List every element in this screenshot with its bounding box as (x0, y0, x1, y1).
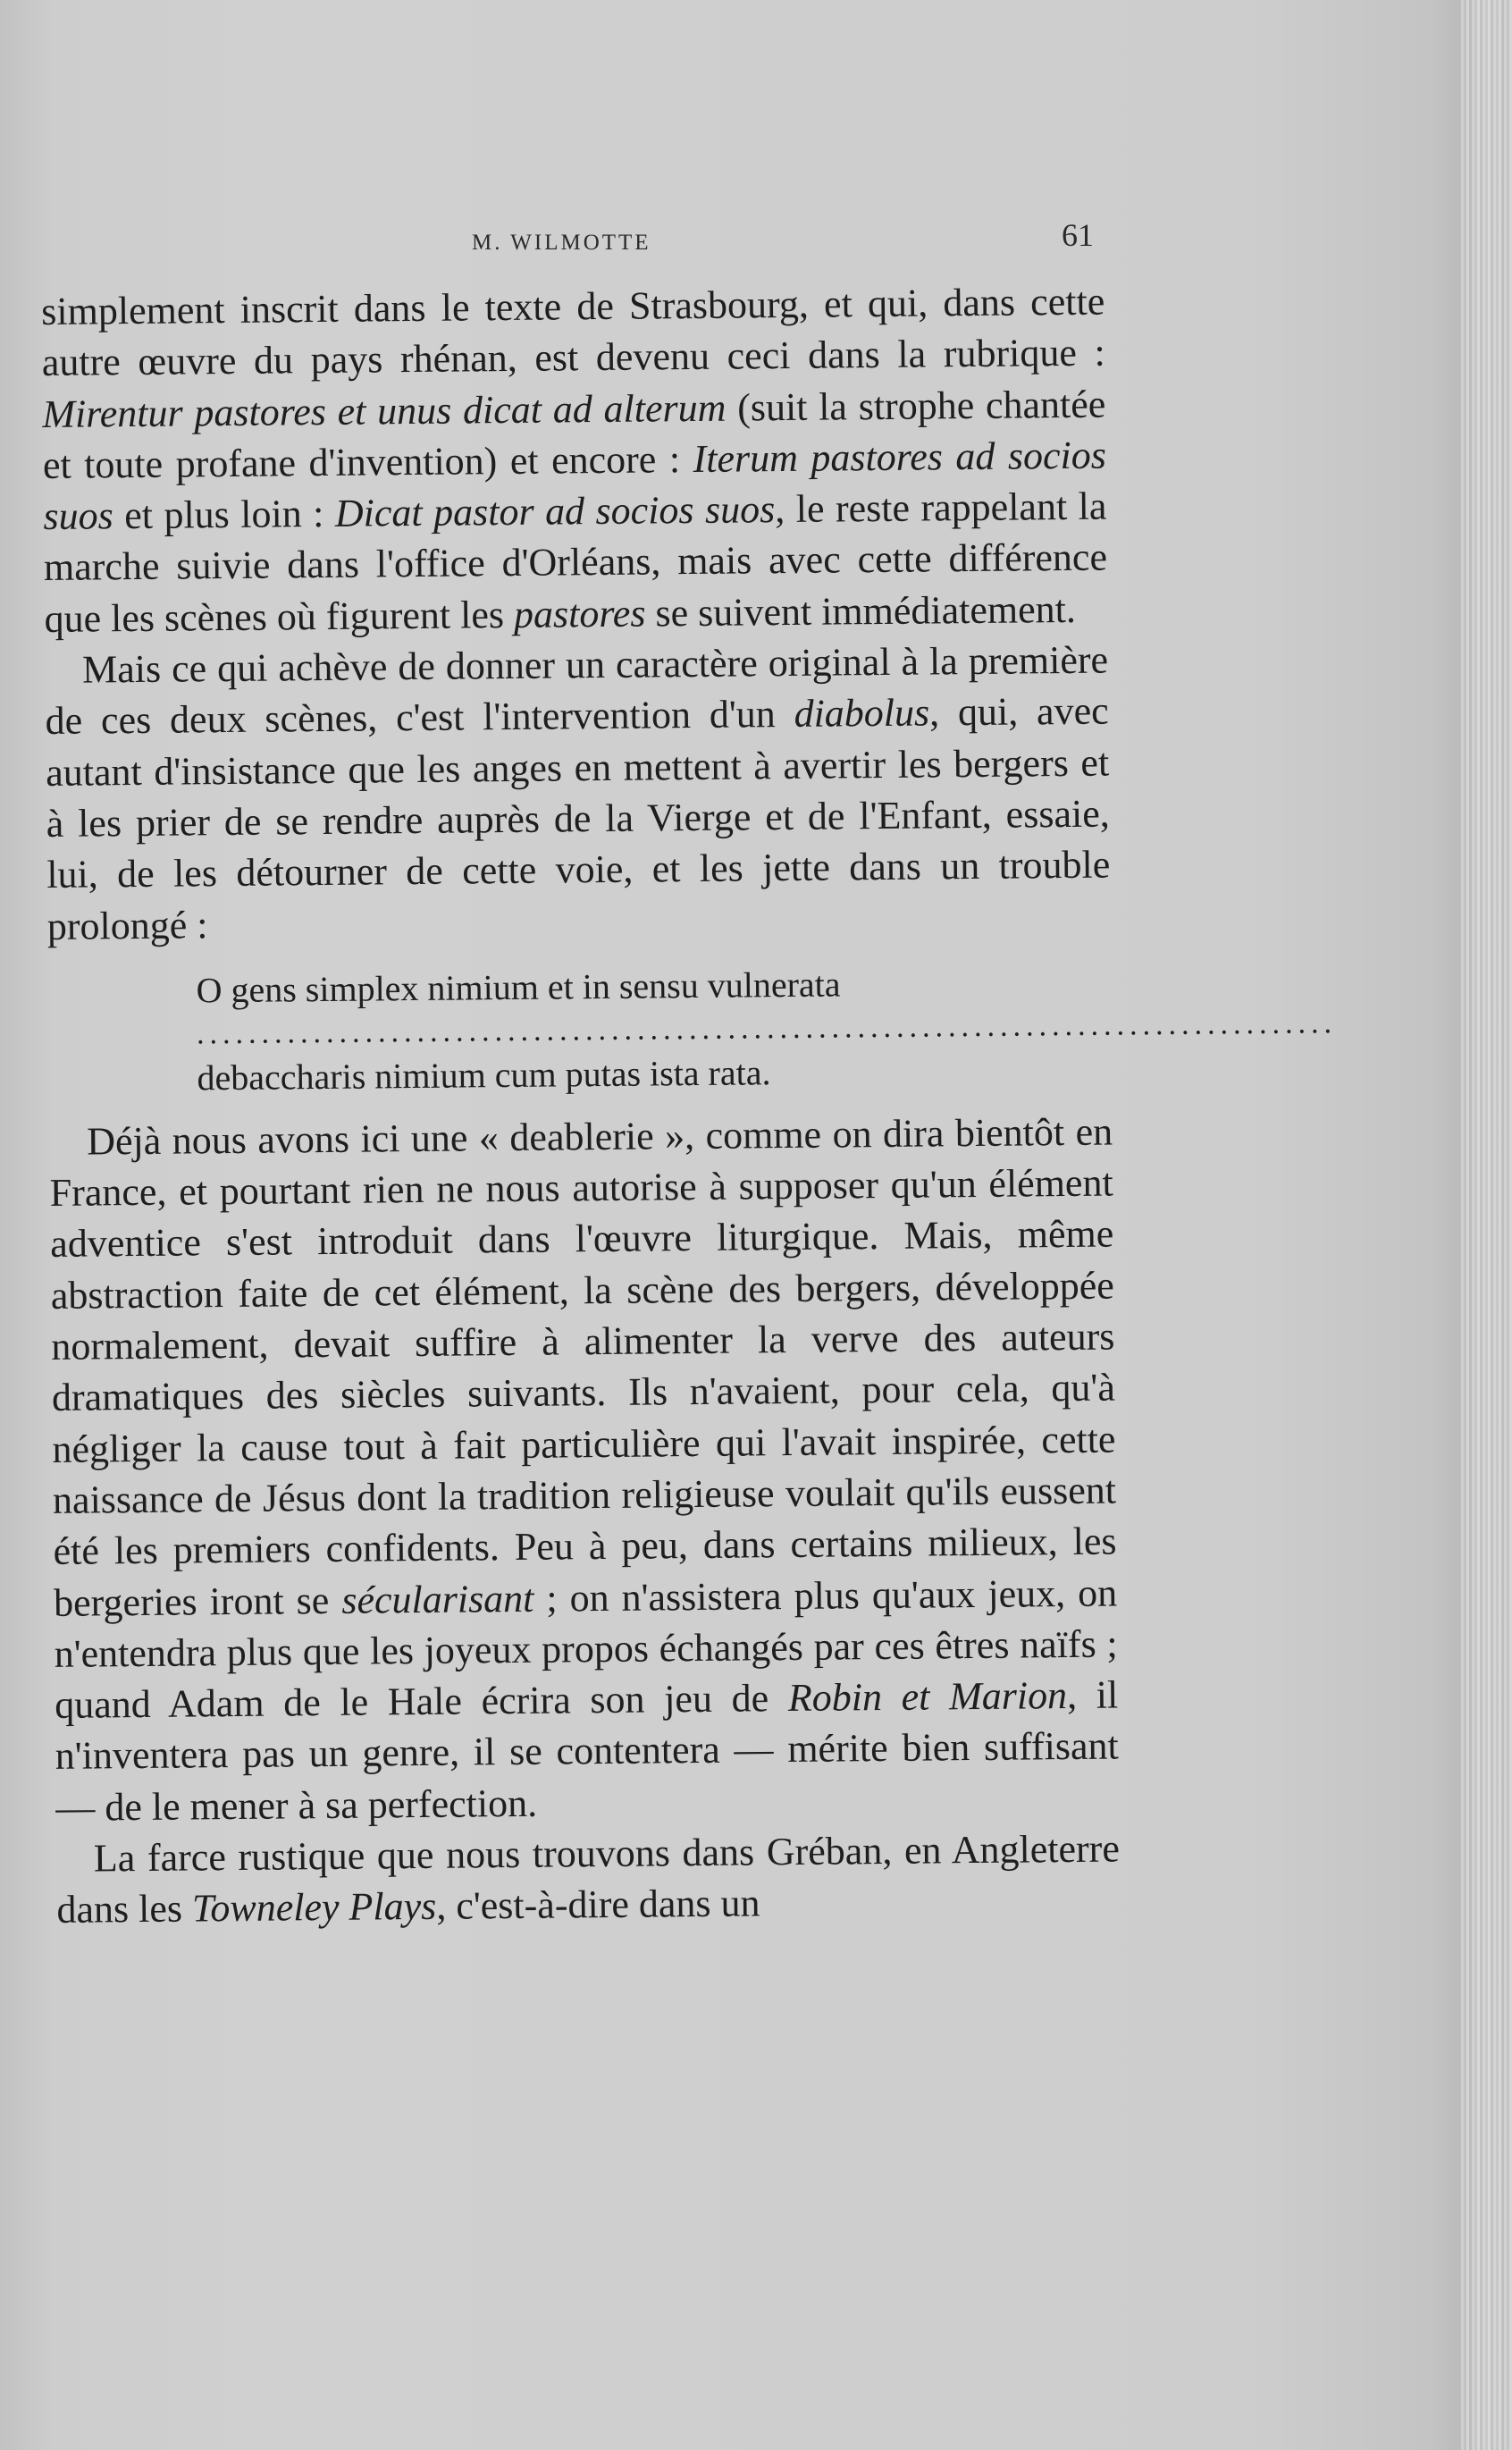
page-number: 61 (1062, 217, 1094, 253)
running-head-title: M. WILMOTTE (472, 231, 651, 255)
paragraph-4 (56, 1823, 1121, 1936)
paragraph-1-text-i: se suivent immédiatement. (645, 586, 1077, 636)
latin-rubric-2: Iterum pastores ad socios suos (43, 433, 1107, 539)
paragraph-1-text-g: , le reste rappelant la marche suivie dans l'office d'Orléans, mais avec cette différence que les scènes où figurent les (43, 484, 1108, 641)
paragraph-1-text-e: et plus loin : (113, 492, 336, 538)
latin-rubric-1: Mirentur pastores et unus dicat ad alterum (42, 385, 727, 436)
verse-line-1: O gens simplex nimium et in sensu vulnerata (196, 964, 841, 1011)
word-secularisant: sécularisant (341, 1576, 534, 1622)
latin-rubric-3: Dicat pastor ad socios suos (334, 487, 776, 536)
book-spine-edge (1458, 0, 1512, 2450)
paragraph-1 (41, 276, 1108, 644)
paragraph-3 (49, 1106, 1120, 1833)
title-robin-et-marion: Robin et Marion (787, 1673, 1068, 1721)
latin-verse-quote (196, 956, 1338, 1104)
paragraph-2-text-a: Mais ce qui achève de donner un caractère original à la première de ces deux scènes, c'est l'intervention d'un (45, 637, 1109, 744)
running-head (0, 217, 1512, 259)
paragraph-3-text-c: ; on n'assistera plus qu'aux jeux, on n'entendra plus que les joyeux propos échangés par ces êtres naïfs ; quand Adam de le Hale écrira son jeu de (54, 1570, 1118, 1728)
latin-word-diabolus: diabolus (794, 690, 930, 737)
verse-line-2: debaccharis nimium cum putas ista rata. (197, 1052, 771, 1099)
paragraph-3-text-e: , il n'inventera pas un genre, il se contentera — mérite bien suffisant — de le mener à sa perfection. (55, 1672, 1119, 1830)
title-towneley-plays: Towneley Plays (191, 1884, 437, 1931)
paragraph-3-text-a: Déjà nous avons ici une « deablerie », comme on dira bientôt en France, et pourtant rien ne nous autorise à supposer qu'un élément adventice s'est introduit dans l'œuvre liturgique. Mais, même abstraction faite de cet élément, la scène des bergers, développée normalement, devait suffire à alimenter la verve des auteurs dramatiques des siècles suivants. Ils n'avaient, pour cela, qu'à négliger la cause tout à fait particulière qui l'avait inspirée, cette naissance de Jésus dont la tradition religieuse voulait qu'ils eussent été les premiers confidents. Peu à peu, dans certains milieux, les bergeries iront se (49, 1109, 1117, 1625)
paragraph-1-text-a: simplement inscrit dans le texte de Strasbourg, et qui, dans cette autre œuvre du pays rhénan, est devenu ceci dans la rubrique : (41, 279, 1106, 385)
paragraph-2-text-c: , qui, avec autant d'insistance que les anges en mettent à avertir les bergers et à les prier de se rendre auprès de la Vierge et de l'Enfant, essaie, lui, de les détourner de cette voie, et les jette dans un trouble prolongé : (45, 688, 1111, 948)
latin-word-pastores: pastores (513, 591, 646, 636)
body-text (41, 276, 1338, 1936)
paragraph-4-text-a: La farce rustique que nous trouvons dans Gréban, en Angleterre dans les (56, 1826, 1121, 1932)
verse-ellipsis: ........................................................................................ (196, 1006, 1338, 1051)
paragraph-1-text-c: (suit la strophe chantée et toute profane d'invention) et encore : (42, 382, 1106, 487)
paragraph-4-text-c: , c'est-à-dire dans un (436, 1881, 760, 1929)
paragraph-2 (45, 635, 1111, 952)
